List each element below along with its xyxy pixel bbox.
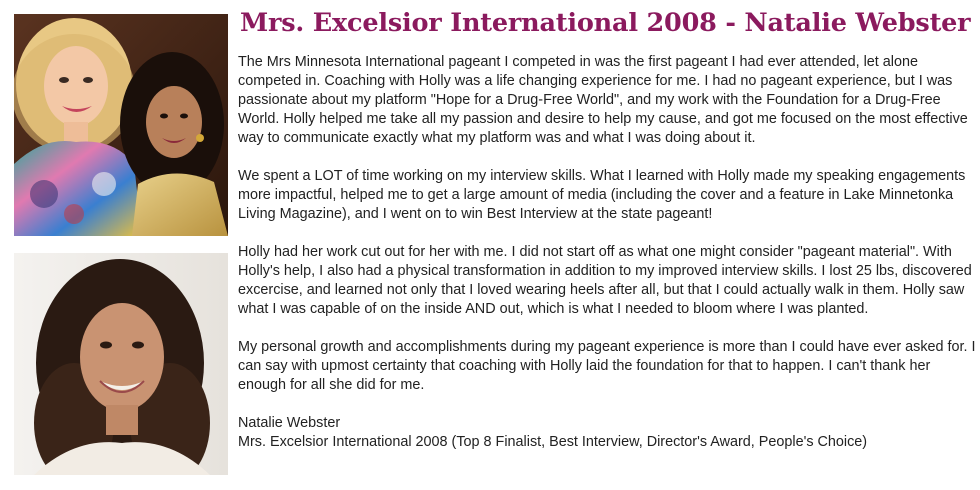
page-title: Mrs. Excelsior International 2008 - Natalie Webster <box>240 8 971 38</box>
signature-credentials: Mrs. Excelsior International 2008 (Top 8 Finalist, Best Interview, Director's Award, People's Choice) <box>238 434 868 450</box>
testimonial-paragraph: Holly had her work cut out for her with me. I did not start off as what one might consider "pageant material". With Holly's help, I also had a physical transformation in addition to my improved interview skills. I lost 25 lbs, discovered excercise, and learned not only that I loved wearing heels after all, but that I could actually walk in them. Holly saw what I was capable of on the inside AND out, which is what I needed to bloom where I was planted. <box>238 244 972 317</box>
testimonial-paragraph: My personal growth and accomplishments during my pageant experience is more than I could have ever asked for. I can say with upmost certainty that coaching with Holly laid the foundation for that to happen. I can't thank her enough for all she did for me. <box>238 339 976 393</box>
photo-headshot <box>14 253 228 475</box>
photo-two-women <box>14 14 228 236</box>
testimonial-paragraph: The Mrs Minnesota International pageant I competed in was the first pageant I had ever attended, let alone competed in. Coaching with Holly was a life changing experience for me. I had no pageant experience, but I was passionate about my platform "Hope for a Drug-Free World", and my work with the Foundation for a Drug-Free World. Holly helped me take all my passion and desire to help my cause, and got me focused on the most effective way to communicate exactly what my platform was and what I was doing about it. <box>238 54 968 146</box>
signature-name: Natalie Webster <box>238 415 341 431</box>
testimonial-body <box>238 53 976 452</box>
testimonial-paragraph: We spent a LOT of time working on my interview skills. What I learned with Holly made my speaking engagements more impactful, helped me to get a large amount of media (including the cover and a feature in Lake Minnetonka Living Magazine), and I went on to win Best Interview at the state pageant! <box>238 168 966 222</box>
